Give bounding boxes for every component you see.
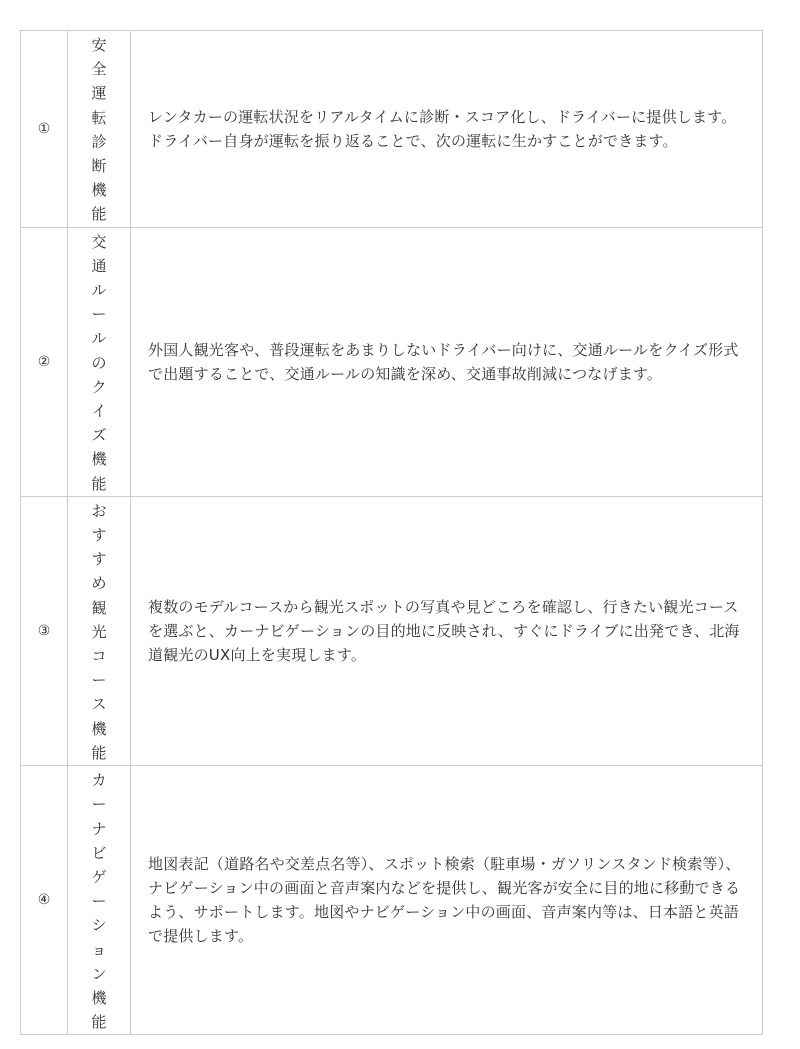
table-row — [21, 227, 763, 496]
feature-name-cell — [68, 496, 131, 765]
feature-description: 外国人観光客や、普段運転をあまりしないドライバー向けに、交通ルールをクイズ形式で出題することで、交通ルールの知識を深め、交通事故削減につなげます。 — [131, 227, 763, 496]
feature-name: 安全運転診断機能 — [91, 36, 107, 224]
feature-name: カーナビゲーション機能 — [91, 771, 107, 1032]
table-row — [21, 766, 763, 1035]
feature-number: ④ — [21, 766, 68, 1035]
feature-name-cell — [68, 31, 131, 228]
feature-description: レンタカーの運転状況をリアルタイムに診断・スコア化し、ドライバーに提供します。ドライバー自身が運転を振り返ることで、次の運転に生かすことができます。 — [131, 31, 763, 228]
feature-description: 複数のモデルコースから観光スポットの写真や見どころを確認し、行きたい観光コースを選ぶと、カーナビゲーションの目的地に反映され、すぐにドライブに出発でき、北海道観光のUX向上を実現します。 — [131, 496, 763, 765]
feature-number: ③ — [21, 496, 68, 765]
feature-number: ① — [21, 31, 68, 228]
feature-name-cell — [68, 766, 131, 1035]
feature-number: ② — [21, 227, 68, 496]
feature-name: 交通ルールのクイズ機能 — [91, 232, 107, 493]
table-row — [21, 496, 763, 765]
feature-name: おすすめ観光コース機能 — [91, 501, 107, 762]
feature-table — [20, 30, 763, 1035]
feature-name-cell — [68, 227, 131, 496]
feature-description: 地図表記（道路名や交差点名等）、スポット検索（駐車場・ガソリンスタンド検索等）、ナビゲーション中の画面と音声案内などを提供し、観光客が安全に目的地に移動できるよう、サポートします。地図やナビゲーション中の画面、音声案内等は、日本語と英語で提供します。 — [131, 766, 763, 1035]
table-row — [21, 31, 763, 228]
